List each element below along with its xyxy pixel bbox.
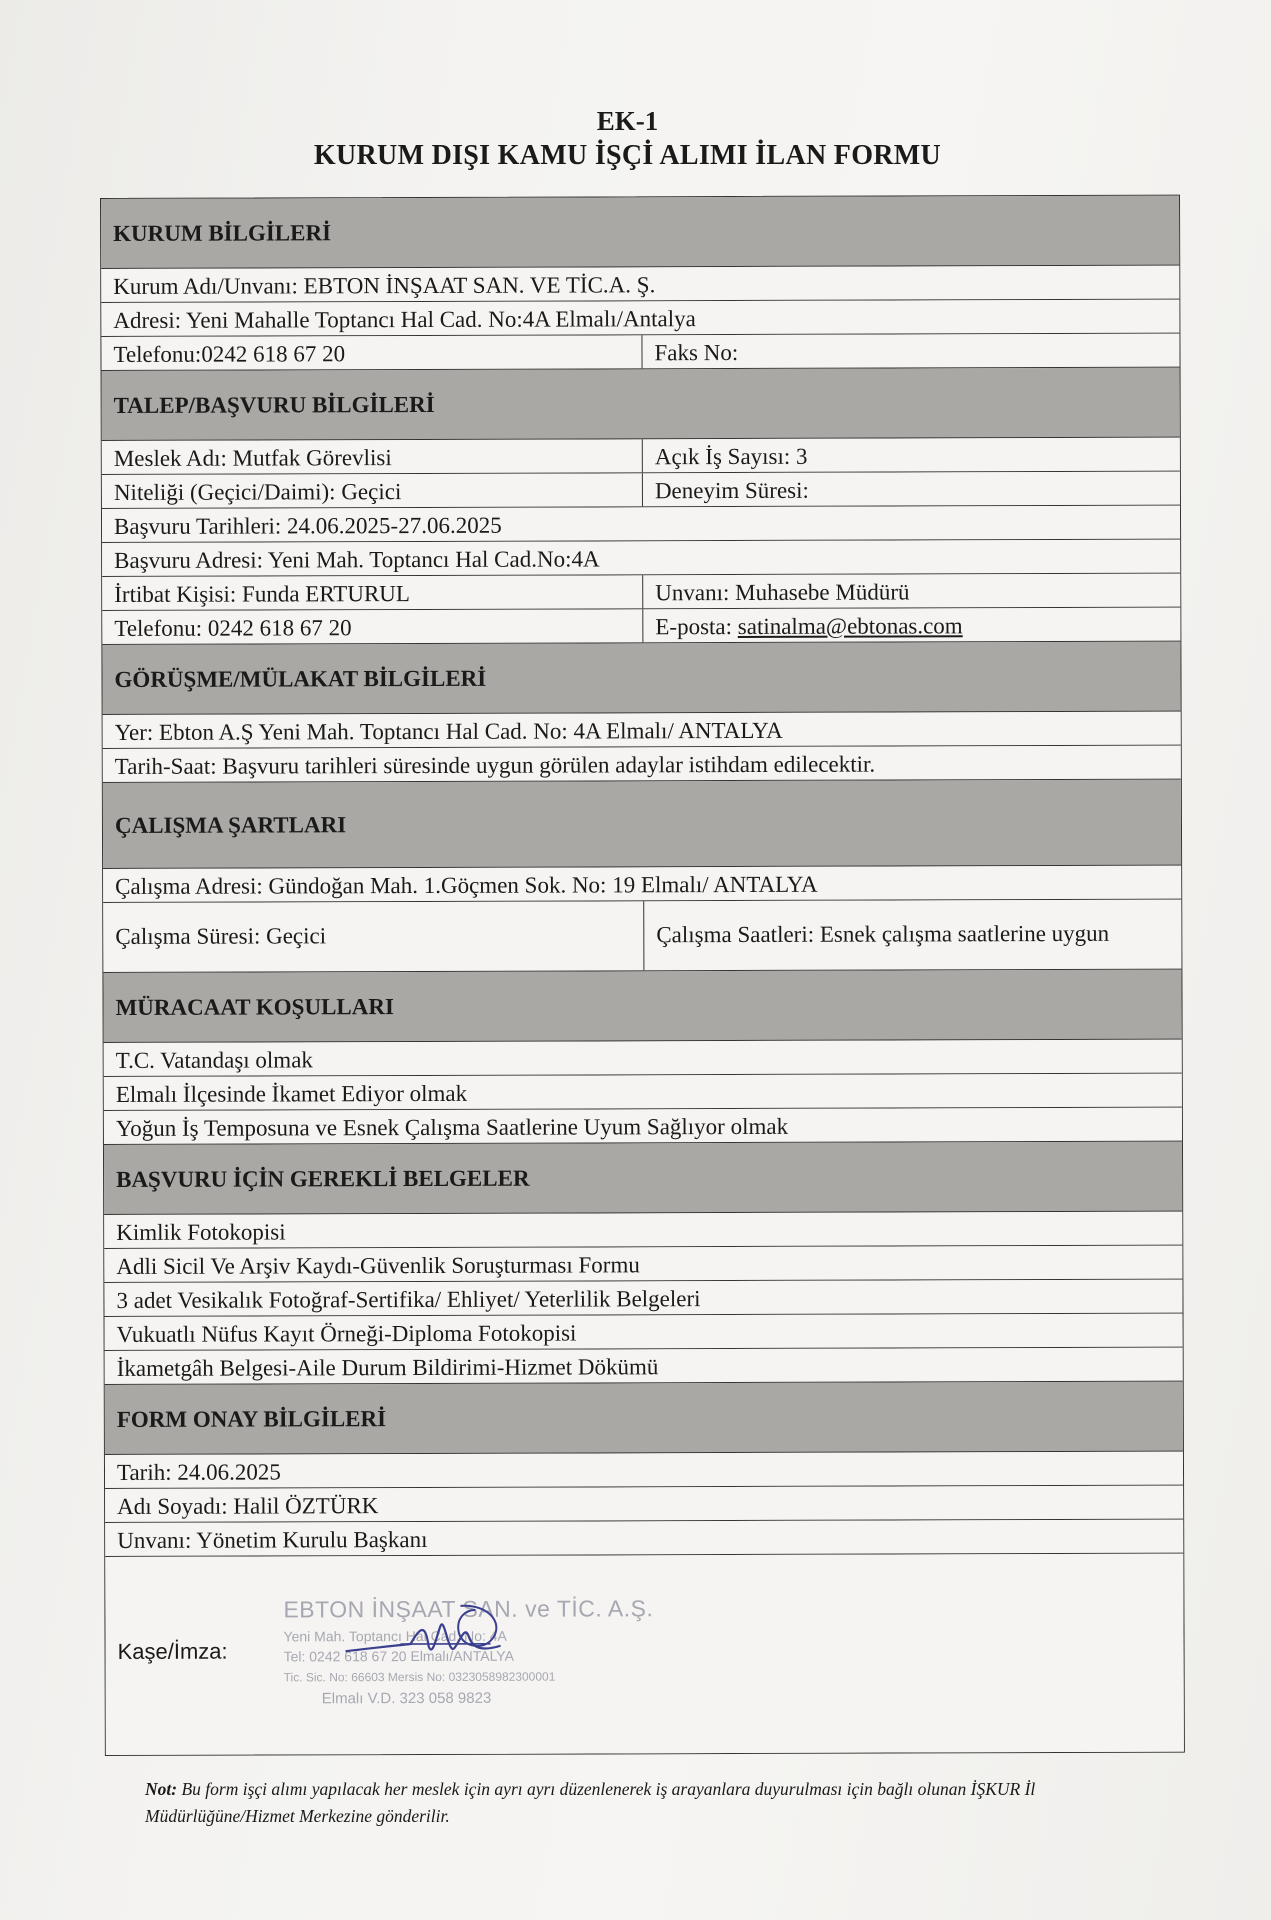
row-gorusme-yer <box>103 712 1181 749</box>
basvuru-adresi: Başvuru Adresi: Yeni Mah. Toptancı Hal Cad.No:4A <box>114 546 600 573</box>
list-item <box>105 1348 1183 1385</box>
section-gorusme-heading: GÖRÜŞME/MÜLAKAT BİLGİLERİ <box>102 642 1180 715</box>
note-text: Bu form işçi alımı yapılacak her meslek için ayrı ayrı düzenlenerek iş arayanlara duyurulması için bağlı olunan İŞKUR İl Müdürlüğüne/Hizmet Merkezine gönderilir. <box>145 1779 1036 1826</box>
footnote <box>145 1776 1145 1830</box>
kase-imza-label: Kaşe/İmza: <box>117 1638 228 1664</box>
stamp-line: Tic. Sic. No: 66603 Mersis No: 0323058982300001 <box>283 1669 556 1685</box>
row-niteligi <box>102 472 1180 509</box>
application-form <box>100 195 1185 1756</box>
onay-unvan: Unvanı: Yönetim Kurulu Başkanı <box>117 1526 428 1553</box>
meslek-adi: Meslek Adı: Mutfak Görevlisi <box>113 445 392 471</box>
row-kurum-adi <box>101 266 1179 303</box>
muracaat-item: T.C. Vatandaşı olmak <box>115 1047 313 1073</box>
belge-item: Adli Sicil Ve Arşiv Kaydı-Güvenlik Soruşturması Formu <box>116 1252 640 1279</box>
muracaat-item: Elmalı İlçesinde İkamet Ediyor olmak <box>115 1080 468 1107</box>
irtibat-eposta <box>642 608 1180 643</box>
row-basvuru-adresi <box>102 540 1180 577</box>
list-item <box>105 1314 1183 1351</box>
eposta-label: E-posta: <box>655 614 733 640</box>
row-onay-adi <box>105 1486 1183 1523</box>
belge-item: 3 adet Vesikalık Fotoğraf-Sertifika/ Ehliyet/ Yeterlilik Belgeleri <box>116 1286 701 1313</box>
belge-item: İkametgâh Belgesi-Aile Durum Bildirimi-Hizmet Dökümü <box>116 1354 659 1381</box>
calisma-adresi: Çalışma Adresi: Gündoğan Mah. 1.Göçmen Sok. No: 19 Elmalı/ ANTALYA <box>115 871 818 899</box>
form-title: KURUM DIŞI KAMU İŞÇİ ALIMI İLAN FORMU <box>313 140 942 171</box>
section-calisma-heading: ÇALIŞMA ŞARTLARI <box>103 780 1181 869</box>
onay-tarih: Tarih: 24.06.2025 <box>116 1459 281 1485</box>
section-talep-heading: TALEP/BAŞVURU BİLGİLERİ <box>102 368 1180 441</box>
form-code: EK-1 <box>596 106 659 136</box>
row-onay-tarih <box>105 1452 1183 1489</box>
stamp-line: EBTON İNŞAAT SAN. ve TİC. A.Ş. <box>283 1595 654 1623</box>
section-onay-heading: FORM ONAY BİLGİLERİ <box>105 1382 1183 1455</box>
section-muracaat-heading: MÜRACAAT KOŞULLARI <box>103 970 1181 1043</box>
stamp-line: Yeni Mah. Toptancı Hal Cad. No: 4A <box>283 1627 507 1645</box>
kurum-telefon: Telefonu:0242 618 67 20 <box>113 341 346 367</box>
section-belgeler-heading: BAŞVURU İÇİN GEREKLİ BELGELER <box>104 1142 1182 1215</box>
onay-adi-soyadi: Adı Soyadı: Halil ÖZTÜRK <box>117 1493 379 1519</box>
row-calisma-adres <box>103 866 1181 903</box>
irtibat-unvan: Unvanı: Muhasebe Müdürü <box>642 574 1180 609</box>
belge-item: Vukuatlı Nüfus Kayıt Örneği-Diploma Fotokopisi <box>116 1320 577 1347</box>
list-item <box>104 1040 1182 1077</box>
row-kurum-telefon <box>101 334 1179 371</box>
row-irtibat <box>102 574 1180 611</box>
stamp-line: Elmalı V.D. 323 058 9823 <box>321 1689 492 1708</box>
muracaat-item: Yoğun İş Temposuna ve Esnek Çalışma Saatlerine Uyum Sağlıyor olmak <box>115 1113 789 1141</box>
gorusme-tarih-saat: Tarih-Saat: Başvuru tarihleri süresinde uygun görülen adaylar istihdam edilecektir. <box>114 751 876 779</box>
niteligi: Niteliği (Geçici/Daimi): Geçici <box>113 479 402 505</box>
irtibat-telefon: Telefonu: 0242 618 67 20 <box>114 615 352 641</box>
list-item <box>104 1280 1182 1317</box>
row-calisma-sure <box>103 900 1181 973</box>
row-basvuru-tarihleri <box>102 506 1180 543</box>
basvuru-tarihleri: Başvuru Tarihleri: 24.06.2025-27.06.2025 <box>113 512 502 539</box>
deneyim-suresi: Deneyim Süresi: <box>642 472 1180 507</box>
row-onay-unvan <box>105 1520 1183 1557</box>
list-item <box>104 1212 1182 1249</box>
row-kurum-adres <box>101 300 1179 337</box>
acik-is-sayisi: Açık İş Sayısı: 3 <box>642 438 1180 473</box>
belge-item: Kimlik Fotokopisi <box>116 1219 286 1245</box>
stamp-line: Tel: 0242 618 67 20 Elmalı/ANTALYA <box>283 1647 514 1665</box>
eposta-link[interactable]: satinalma@ebtonas.com <box>737 613 963 639</box>
section-kurum-heading: KURUM BİLGİLERİ <box>101 196 1179 269</box>
calisma-saatleri: Çalışma Saatleri: Esnek çalışma saatlerine uygun <box>643 900 1181 971</box>
row-meslek <box>102 438 1180 475</box>
note-label: Not: <box>145 1779 178 1799</box>
gorusme-yer: Yer: Ebton A.Ş Yeni Mah. Toptancı Hal Cad. No: 4A Elmalı/ ANTALYA <box>114 717 783 745</box>
row-gorusme-tarih <box>103 746 1181 783</box>
list-item <box>104 1108 1182 1145</box>
kurum-faks: Faks No: <box>641 334 1179 369</box>
kurum-adres: Adresi: Yeni Mahalle Toptancı Hal Cad. No:4A Elmalı/Antalya <box>113 306 696 333</box>
list-item <box>104 1246 1182 1283</box>
list-item <box>104 1074 1182 1111</box>
calisma-suresi: Çalışma Süresi: Geçici <box>115 922 327 949</box>
handwritten-signature <box>340 1596 510 1677</box>
irtibat-kisisi: İrtibat Kişisi: Funda ERTURUL <box>114 581 410 607</box>
row-irtibat-telefon <box>102 608 1180 645</box>
kurum-adi: Kurum Adı/Unvanı: EBTON İNŞAAT SAN. VE TİC.A. Ş. <box>113 272 656 299</box>
signature-area <box>105 1554 1184 1755</box>
